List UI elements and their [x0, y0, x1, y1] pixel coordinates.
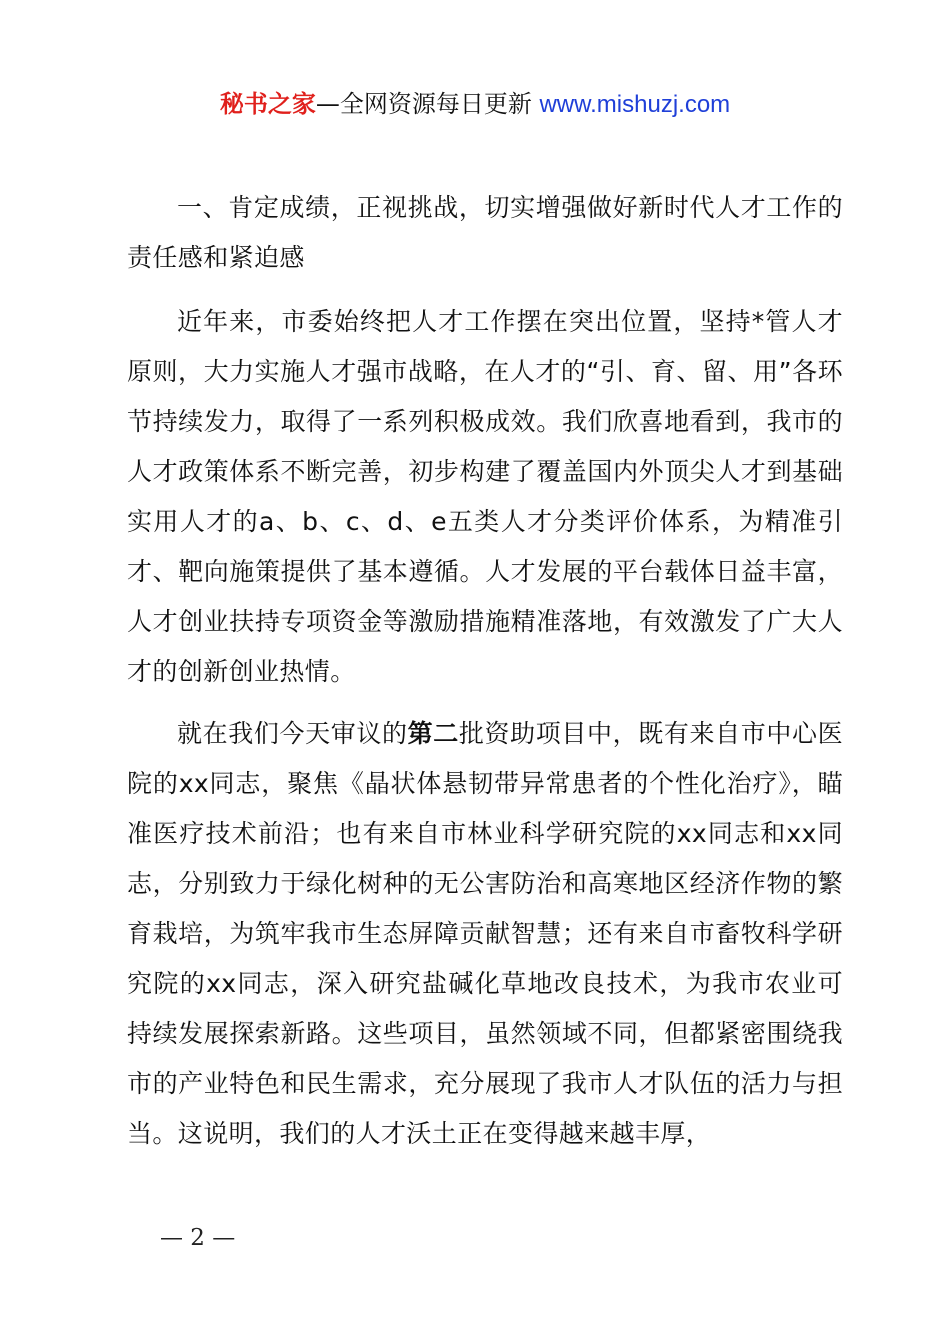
paragraph-text-start: 就在我们今天审议的 — [177, 719, 408, 748]
body-paragraph — [127, 709, 843, 1159]
bold-emphasis: 第二 — [407, 719, 459, 748]
brand-name: 秘书之家 — [219, 90, 316, 118]
section-heading: 一、肯定成绩，正视挑战，切实增强做好新时代人才工作的责任感和紧迫感 — [127, 193, 843, 272]
site-url-link[interactable]: www.mishuzj.com — [539, 91, 731, 118]
page-header — [0, 86, 950, 123]
paragraph-text-end: 批资助项目中，既有来自市中心医院的xx同志，聚焦《晶状体悬韧带异常患者的个性化治疗》，瞄准医疗技术前沿；也有来自市林业科学研究院的xx同志和xx同志，分别致力于绿化树种的无公害防治和高寒地区经济作物的繁育栽培，为筑牢我市生态屏障贡献智慧；还有来自市畜牧科学研究院的xx同志，深入研究盐碱化草地改良技术，为我市农业可持续发展探索新路。这些项目，虽然领域不同，但都紧密围绕我市的产业特色和民生需求，充分展现了我市人才队伍的活力与担当。这说明，我们的人才沃土正在变得越来越丰厚， — [127, 719, 843, 1148]
document-body — [127, 183, 843, 1171]
body-paragraph: 近年来，市委始终把人才工作摆在突出位置，坚持*管人才原则，大力实施人才强市战略，在人才的“引、育、留、用”各环节持续发力，取得了一系列积极成效。我们欣喜地看到，我市的人才政策体系不断完善，初步构建了覆盖国内外顶尖人才到基础实用人才的a、b、c、d、e五类人才分类评价体系，为精准引才、靶向施策提供了基本遵循。人才发展的平台载体日益丰富，人才创业扶持专项资金等激励措施精准落地，有效激发了广大人才的创新创业热情。 — [127, 307, 843, 686]
header-tagline: —全网资源每日更新 — [315, 90, 540, 118]
page-number: — 2 — — [160, 1225, 236, 1251]
